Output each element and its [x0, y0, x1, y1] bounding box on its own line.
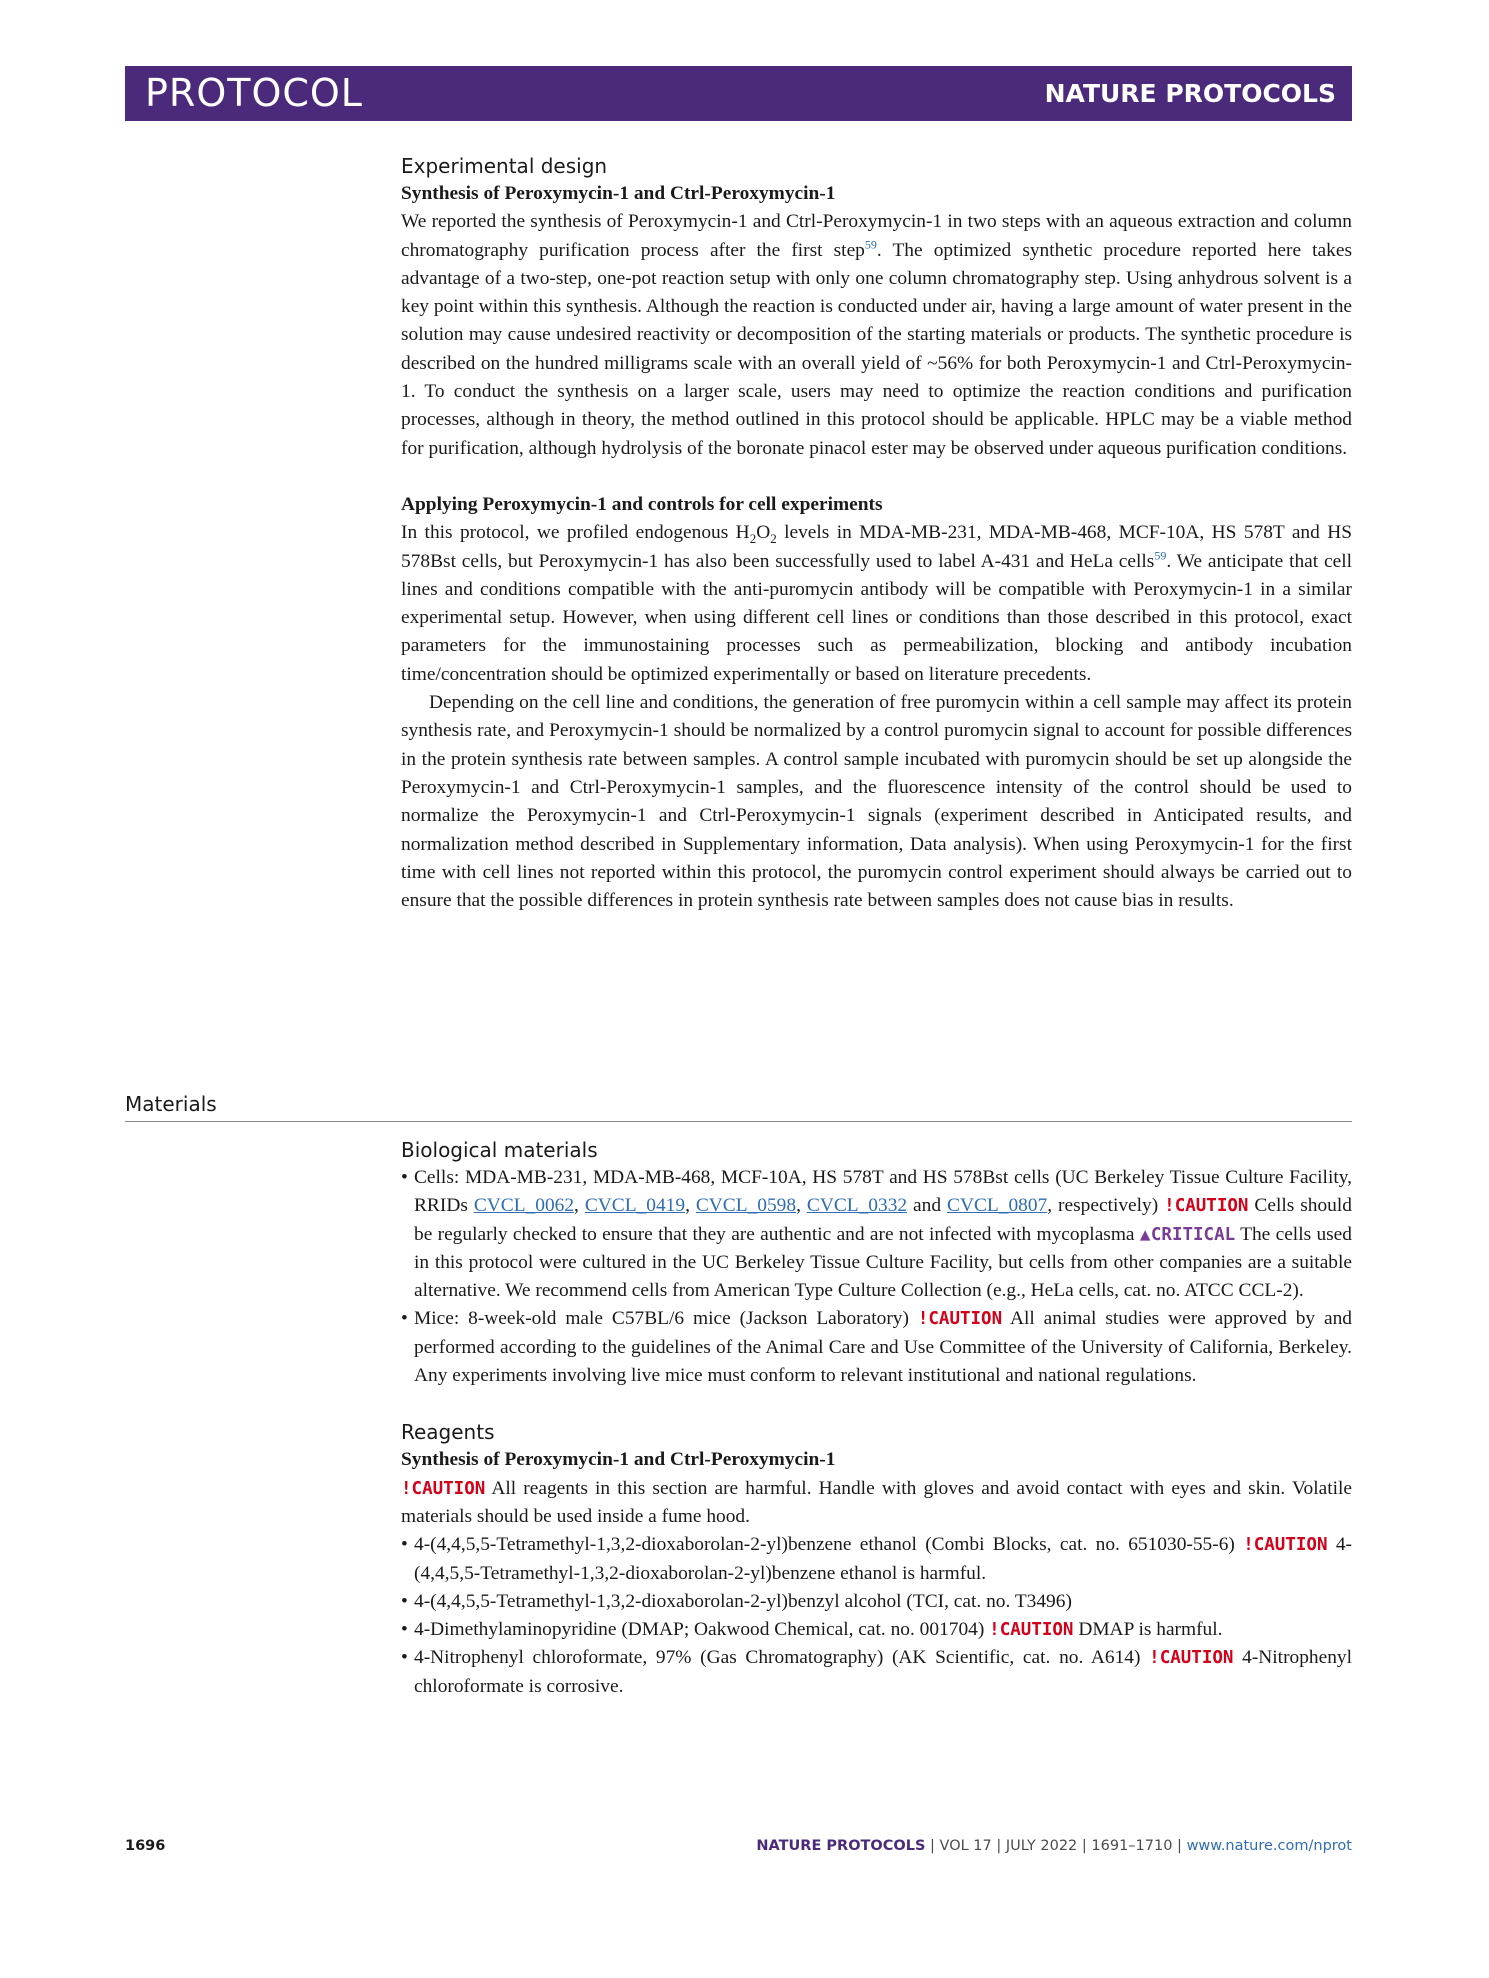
reagents-heading: Reagents — [401, 1420, 495, 1445]
synthesis-paragraph: We reported the synthesis of Peroxymycin-1 and Ctrl-Peroxymycin-1 in two steps with an aqueous extraction and column chromatography purification process after the first step$^{59}$. The optimized synthetic procedure reported here takes advantage of a two-step, one-pot reaction setup with only one column chromatography step. Using anhydrous solvent is a key point within this synthesis. Although the reaction is conducted under air, having a large amount of water present in the solution may cause undesired reactivity or decomposition of the starting materials or products. The synthetic procedure is described on the hundred milligrams scale with an overall yield of ~56% for both Peroxymycin-1 and Ctrl-Peroxymycin-1. To conduct the synthesis on a larger scale, users may need to optimize the reaction conditions and purification processes, although in theory, the method outlined in this protocol should be applicable. HPLC may be a viable method for purification, although hydrolysis of the boronate pinacol ester may be observed under aqueous purification conditions. — [401, 211, 1352, 459]
list-item-reagent: • 4-(4,4,5,5-Tetramethyl-1,3,2-dioxaborolan-2-yl)benzyl alcohol (TCI, cat. no. T3496) — [401, 1588, 1352, 1616]
footer-pages: 1691–1710 — [1091, 1838, 1173, 1854]
materials-section-label: Materials — [125, 1092, 217, 1116]
reference-59-link[interactable]: 59 — [864, 237, 877, 252]
biological-materials-heading: Biological materials — [401, 1138, 598, 1162]
applying-paragraph-1: In this protocol, we profiled endogenous $H_2O_2$ levels in MDA-MB-231, MDA-MB-468, MCF-10A, HS 578T and HS 578Bst cells, but Peroxymycin-1 has also been successfully used to label A-431 and HeLa cells$^{59}$. We anticipate that cell lines and conditions compatible with the anti-puromycin antibody will be compatible with Peroxymycin-1 in a similar experimental setup. However, when using different cell lines or conditions than those described in this protocol, exact parameters for the immunostaining processes such as permeabilization, blocking and antibody incubation time/concentration should be optimized experimentally or based on literature precedents. — [401, 522, 1353, 685]
header-banner — [125, 66, 1352, 121]
reagents-subheading: Synthesis of Peroxymycin-1 and Ctrl-Peroxymycin-1 — [401, 1449, 836, 1471]
caution-label: !CAUTION — [1164, 1196, 1249, 1217]
rrid-link-cvcl-0419[interactable]: CVCL_0419 — [584, 1195, 686, 1217]
article-type-label: PROTOCOL — [145, 71, 363, 115]
applying-paragraph-2: Depending on the cell line and conditions, the generation of free puromycin within a cell sample may affect its protein synthesis rate, and Peroxymycin-1 should be normalized by a control puromycin signal to account for possible differences in the protein synthesis rate between samples. A control sample incubated with puromycin should be set up alongside the Peroxymycin-1 and Ctrl-Peroxymycin-1 samples, and the fluorescence intensity of the control should be used to normalize the Peroxymycin-1 and Ctrl-Peroxymycin-1 signals (experiment described in Anticipated results, and normalization method described in Supplementary information, Data analysis). When using Peroxymycin-1 for the first time with cell lines not reported within this protocol, the puromycin control experiment should always be carried out to ensure that the possible differences in protein synthesis rate between samples does not cause bias in results. — [401, 692, 1352, 912]
reference-59-link-2[interactable]: 59 — [1154, 548, 1167, 563]
reagents-list — [401, 1531, 1352, 1701]
list-item-reagent: • 4-(4,4,5,5-Tetramethyl-1,3,2-dioxaborolan-2-yl)benzene ethanol (Combi Blocks, cat. no. 651030-55-6) !CAUTION 4-(4,4,5,5-Tetramethyl-1,3,2-dioxaborolan-2-yl)benzene ethanol is harmful. — [401, 1531, 1352, 1588]
critical-label: ▲CRITICAL — [1139, 1224, 1236, 1245]
caution-label: !CAUTION — [401, 1478, 486, 1499]
reagents-intro: !CAUTION All reagents in this section are harmful. Handle with gloves and avoid contact with eyes and skin. Volatile materials should be used inside a fume hood. — [401, 1477, 1352, 1527]
footer-volume: VOL 17 — [939, 1838, 992, 1854]
rrid-link-cvcl-0807[interactable]: CVCL_0807 — [947, 1195, 1048, 1217]
journal-name-label: NATURE PROTOCOLS — [1044, 79, 1336, 108]
caution-label: !CAUTION — [1149, 1648, 1234, 1669]
list-item-cells: • Cells: MDA-MB-231, MDA-MB-468, MCF-10A, HS 578T and HS 578Bst cells (UC Berkeley Tissue Culture Facility, RRIDs CVCL_0062, CVCL_0419, CVCL_0598, CVCL_0332 and CVCL_0807, respectively) !CAUTION Cells should be regularly checked to ensure that they are authentic and are not infected with mycoplasma ▲CRITICAL The cells used in this protocol were cultured in the UC Berkeley Tissue Culture Facility, but cells from other companies are a suitable alternative. We recommend cells from American Type Culture Collection (e.g., HeLa cells, cat. no. ATCC CCL-2). — [401, 1164, 1352, 1305]
list-item-mice: • Mice: 8-week-old male C57BL/6 mice (Jackson Laboratory) !CAUTION All animal studies were approved by and performed according to the guidelines of the Animal Care and Use Committee of the University of California, Berkeley. Any experiments involving live mice must conform to relevant institutional and national regulations. — [401, 1305, 1352, 1390]
page-number: 1696 — [125, 1838, 166, 1854]
materials-section — [401, 1136, 1352, 1701]
footer-journal-name: NATURE PROTOCOLS — [756, 1838, 926, 1854]
caution-label: !CAUTION — [917, 1309, 1003, 1330]
rrid-link-cvcl-0332[interactable]: CVCL_0332 — [806, 1195, 908, 1217]
experimental-design-heading: Experimental design — [401, 154, 608, 178]
footer-date: JULY 2022 — [1005, 1838, 1078, 1854]
caution-label: !CAUTION — [1243, 1535, 1328, 1556]
rrid-link-cvcl-0062[interactable]: CVCL_0062 — [473, 1195, 575, 1217]
caution-label: !CAUTION — [989, 1620, 1074, 1641]
applying-subheading: Applying Peroxymycin-1 and controls for cell experiments — [401, 493, 883, 515]
list-item-reagent: • 4-Dimethylaminopyridine (DMAP; Oakwood Chemical, cat. no. 001704) !CAUTION DMAP is harmful. — [401, 1616, 1352, 1644]
page-footer — [125, 1834, 1352, 1858]
materials-divider — [125, 1121, 1352, 1122]
journal-url-link[interactable]: www.nature.com/nprot — [1186, 1838, 1352, 1854]
citation-info: NATURE PROTOCOLS | VOL 17 | JULY 2022 | 1691–1710 | www.nature.com/nprot — [756, 1838, 1352, 1854]
experimental-design-section — [401, 152, 1352, 915]
biological-materials-list — [401, 1164, 1352, 1390]
list-item-reagent: • 4-Nitrophenyl chloroformate, 97% (Gas Chromatography) (AK Scientific, cat. no. A614) !CAUTION 4-Nitrophenyl chloroformate is corrosive. — [401, 1644, 1352, 1701]
synthesis-subheading: Synthesis of Peroxymycin-1 and Ctrl-Peroxymycin-1 — [401, 183, 836, 204]
rrid-link-cvcl-0598[interactable]: CVCL_0598 — [695, 1195, 797, 1217]
